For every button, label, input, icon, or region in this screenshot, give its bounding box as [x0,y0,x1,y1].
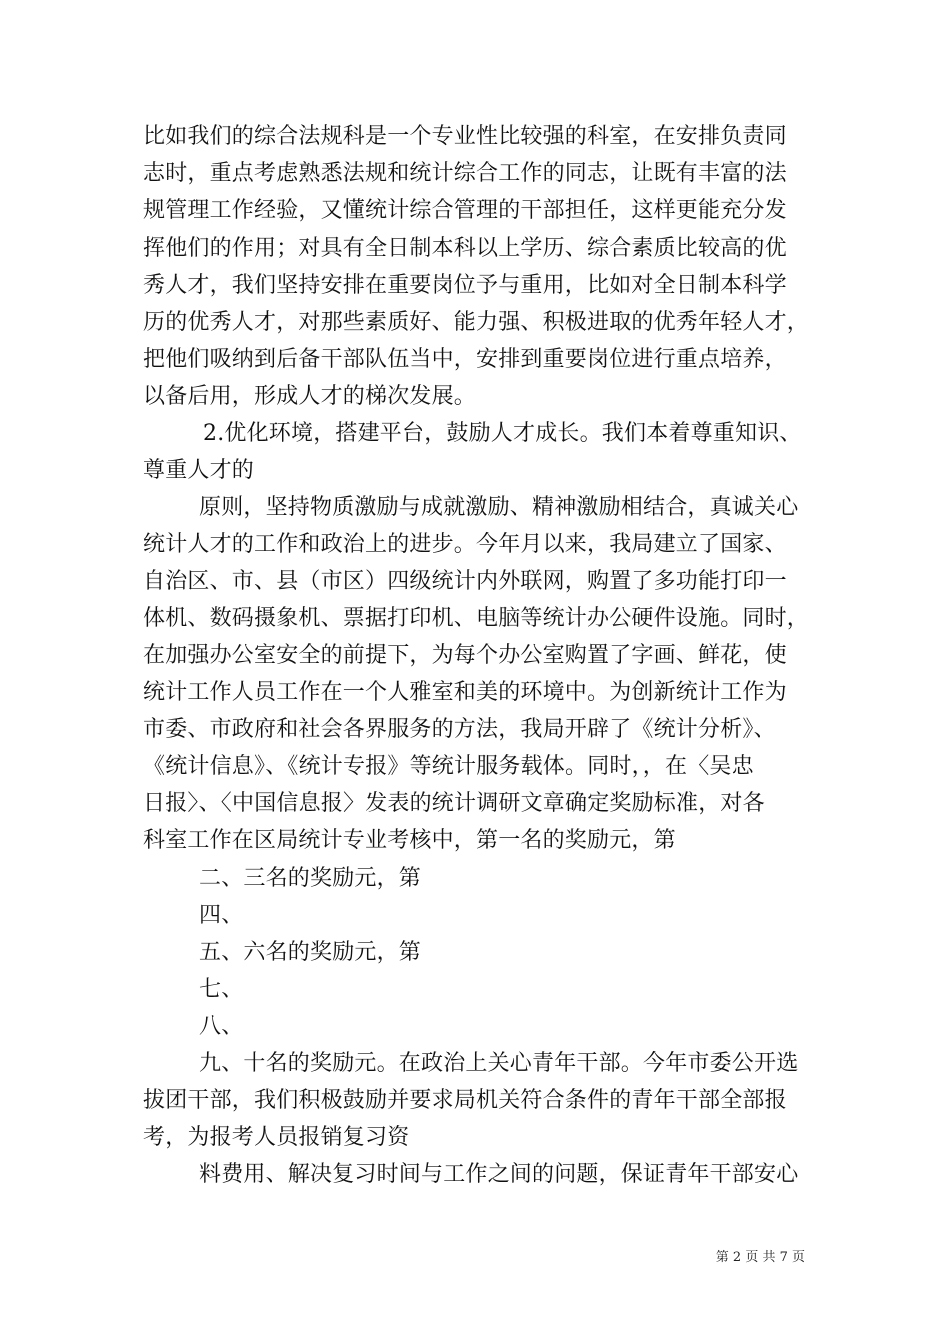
text-line: 挥他们的作用；对具有全日制本科以上学历、综合素质比较高的优 [143,236,787,261]
page-number: 第 2 页 共 7 页 [715,1250,805,1265]
text-line: 规管理工作经验，又懂统计综合管理的干部担任，这样更能充分发 [143,198,787,223]
text-line: 二、三名的奖励元，第 [199,866,422,891]
text-line: 八、 [199,1014,244,1039]
text-line: 考，为报考人员报销复习资 [143,1125,410,1150]
text-line: 秀人才，我们坚持安排在重要岗位予与重用，比如对全日制本科学 [143,273,787,298]
text-line: 日报〉、〈中国信息报〉发表的统计调研文章确定奖励标准，对各 [143,791,765,816]
text-line: 历的优秀人才，对那些素质好、能力强、积极进取的优秀年轻人才， [143,310,810,335]
text-line: 四、 [199,903,244,928]
text-line: 志时，重点考虑熟悉法规和统计综合工作的同志，让既有丰富的法 [143,161,787,186]
text-line: 体机、数码摄象机、票据打印机、电脑等统计办公硬件设施。同时， [143,606,810,631]
text-line: 原则，坚持物质激励与成就激励、精神激励相结合，真诚关心 [199,495,799,520]
text-line: 统计工作人员工作在一个人雅室和美的环境中。为创新统计工作为 [143,680,787,705]
text-line: 料费用、解决复习时间与工作之间的问题，保证青年干部安心 [199,1162,799,1187]
text-line: 以备后用，形成人才的梯次发展。 [143,384,477,409]
text-line: 《统计信息》、《统计专报》等统计服务载体。同时，，在〈吴忠 [143,754,754,779]
text-line: 把他们吸纳到后备干部队伍当中，安排到重要岗位进行重点培养， [143,347,787,372]
text-line: 2.优化环境，搭建平台，鼓励人才成长。我们本着尊重知识、 [203,421,802,446]
text-line: 尊重人才的 [143,458,255,483]
text-line: 比如我们的综合法规科是一个专业性比较强的科室，在安排负责同 [143,124,787,149]
text-line: 统计人才的工作和政治上的进步。今年月以来，我局建立了国家、 [143,532,787,557]
text-line: 市委、市政府和社会各界服务的方法，我局开辟了《统计分析》、 [143,717,776,742]
text-line: 在加强办公室安全的前提下，为每个办公室购置了字画、鲜花，使 [143,643,787,668]
text-line: 自治区、市、县（市区）四级统计内外联网，购置了多功能打印一 [143,569,787,594]
text-line: 五、六名的奖励元，第 [199,940,422,965]
text-line: 七、 [199,977,244,1002]
text-line: 科室工作在区局统计专业考核中，第一名的奖励元，第 [143,828,676,853]
text-line: 拔团干部，我们积极鼓励并要求局机关符合条件的青年干部全部报 [143,1088,787,1113]
text-line: 九、十名的奖励元。在政治上关心青年干部。今年市委公开选 [199,1051,799,1076]
